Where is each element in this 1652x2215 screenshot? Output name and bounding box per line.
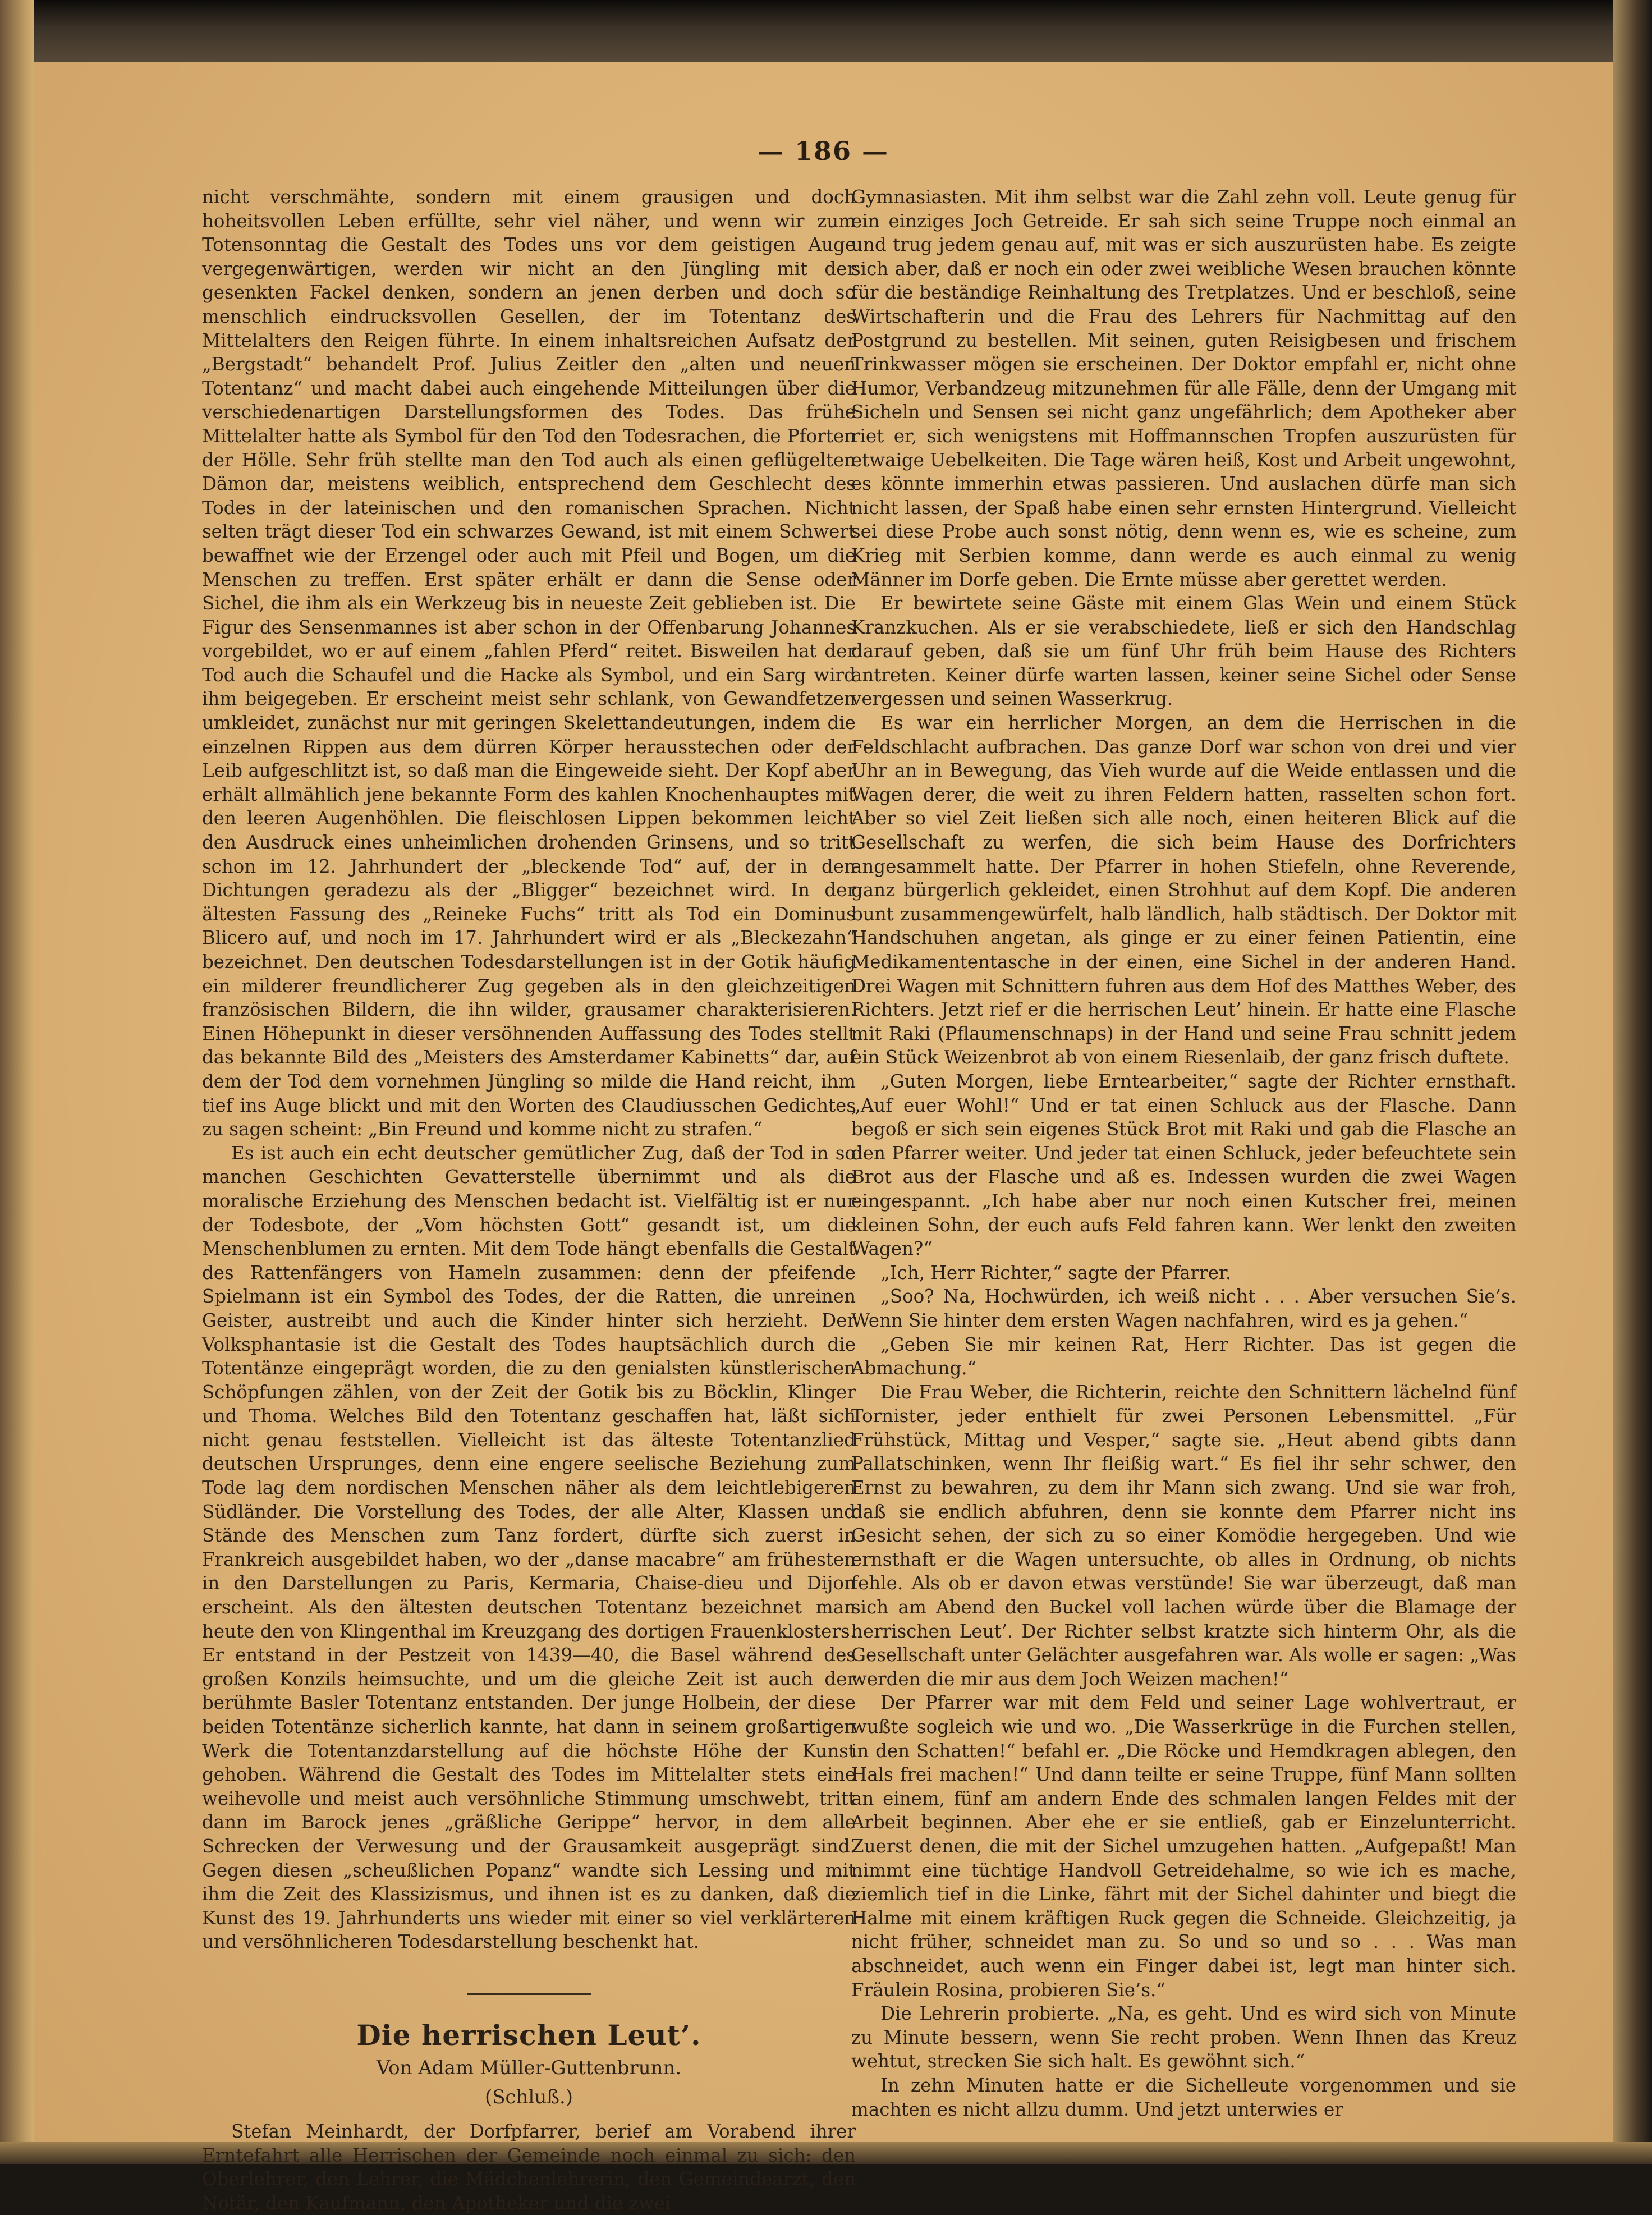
story-paragraph: Die Frau Weber, die Richterin, reichte den Schnittern lächelnd fünf Tornister, jeder enthielt für zwei Personen Lebensmittel. „Für Frühstück, Mittag und Vesper,“ sagte sie. „Heut abend gibts dann Pallatschinken, wenn Ihr fleißig wart.“ Es fiel ihr sehr schwer, den Ernst zu bewahren, zu dem ihr Mann sich zwang. Und sie war froh, daß sie endlich abfuhren, denn sie konnte dem Pfarrer nicht ins Gesicht sehen, der sich zu so einer Komödie hergegeben. Und wie ernsthaft er die Wagen untersuchte, ob alles in Ordnung, ob nichts fehle. Als ob er davon etwas verstünde! Sie war überzeugt, daß man sich am Abend den Buckel voll lachen würde über die Blamage der herrischen Leut’. Der Richter selbst kratzte sich hinterm Ohr, als die Gesellschaft unter Gelächter ausgefahren war. Als wolle er sagen: „Was werden die mir aus dem Joch Weizen machen!“ bbox=[851, 1381, 1516, 1690]
story-paragraph: In zehn Minuten hatte er die Sichelleute vorgenommen und sie machten es nicht allzu dumm. Und jetzt unterwies er bbox=[851, 2074, 1516, 2120]
story-paragraph: „Soo? Na, Hochwürden, ich weiß nicht . . . Aber versuchen Sie’s. Wenn Sie hinter dem ersten Wagen nachfahren, wird es ja gehen.“ bbox=[851, 1286, 1516, 1331]
story-paragraph: Gymnasiasten. Mit ihm selbst war die Zahl zehn voll. Leute genug für ein einziges Joch Getreide. Er sah sich seine Truppe noch einmal an und trug jedem genau auf, mit was er sich auszurüsten habe. Es zeigte sich aber, daß er noch ein oder zwei weibliche Wesen brauchen könnte für die beständige Reinhaltung des Tretplatzes. Und er beschloß, seine Wirtschafterin und die Frau des Lehrers für Nachmittag auf den Postgrund zu bestellen. Mit seinen, guten Reisigbesen und frischem Trinkwasser mögen sie erscheinen. Der Doktor empfahl er, nicht ohne Humor, Verbandzeug mitzunehmen für alle Fälle, denn der Umgang mit Sicheln und Sensen sei nicht ganz ungefährlich; dem Apotheker aber riet er, sich wenigstens mit Hoffmannschen Tropfen auszurüsten für etwaige Uebelkeiten. Die Tage wären heiß, Kost und Arbeit ungewohnt, es könnte immerhin etwas passieren. Und auslachen dürfe man sich nicht lassen, der Spaß habe einen sehr ernsten Hintergrund. Vielleicht sei diese Probe auch sonst nötig, denn wenn es, wie es scheine, zum Krieg mit Serbien komme, dann werde es auch einmal zu wenig Männer im Dorfe geben. Die Ernte müsse aber gerettet werden. bbox=[851, 186, 1516, 590]
section-divider bbox=[467, 1993, 591, 1995]
story-paragraph: Die Lehrerin probierte. „Na, es geht. Und es wird sich von Minute zu Minute bessern, wenn Sie recht proben. Wenn Ihnen das Kreuz wehtut, strecken Sie sich halt. Es gewöhnt sich.“ bbox=[851, 2003, 1516, 2072]
book-spine-top bbox=[0, 0, 1652, 67]
left-column bbox=[202, 185, 856, 2215]
story-paragraph: „Geben Sie mir keinen Rat, Herr Richter. Das ist gegen die Abmachung.“ bbox=[851, 1333, 1516, 1379]
story-paragraph: Er bewirtete seine Gäste mit einem Glas Wein und einem Stück Kranzkuchen. Als er sie verabschiedete, ließ er sich den Handschlag darauf geben, daß sie um fünf Uhr früh beim Hause des Richters antreten. Keiner dürfe warten lassen, keiner seine Sichel oder Sense vergessen und seinen Wasserkrug. bbox=[851, 593, 1516, 710]
story-paragraph: Stefan Meinhardt, der Dorfpfarrer, berief am Vorabend ihrer Erntefahrt alle Herrischen der Gemeinde noch einmal zu sich: den Oberlehrer, den Lehrer, die Mädchenlehrerin, den Gemeindearzt, den Notär, den Kaufmann, den Apotheker und die zwei bbox=[202, 2120, 856, 2214]
article-paragraph: nicht verschmähte, sondern mit einem grausigen und doch hoheitsvollen Leben erfüllte, sehr viel näher, und wenn wir zum Totensonntag die Gestalt des Todes uns vor dem geistigen Auge vergegenwärtigen, werden wir nicht an den Jüngling mit der gesenkten Fackel denken, sondern an jenen derben und doch so menschlich eindrucksvollen Gesellen, der im Totentanz des Mittelalters den Reigen führte. In einem inhaltsreichen Aufsatz der „Bergstadt“ behandelt Prof. Julius Zeitler den „alten und neuen Totentanz“ und macht dabei auch eingehende Mitteilungen über die verschiedenartigen Darstellungsformen des Todes. Das frühe Mittelalter hatte als Symbol für den Tod den Todesrachen, die Pforten der Hölle. Sehr früh stellte man den Tod auch als einen geflügelten Dämon dar, meistens weiblich, entsprechend dem Geschlecht des Todes in der lateinischen und den romanischen Sprachen. Nicht selten trägt dieser Tod ein schwarzes Gewand, ist mit einem Schwert bewaffnet wie der Erzengel oder auch mit Pfeil und Bogen, um die Menschen zu treffen. Erst später erhält er dann die Sense oder Sichel, die ihm als ein Werkzeug bis in neueste Zeit geblieben ist. Die Figur des Sensenmannes ist aber schon in der Offenbarung Johannes vorgebildet, wo er auf einem „fahlen Pferd“ reitet. Bisweilen hat der Tod auch die Schaufel und die Hacke als Symbol, und ein Sarg wird ihm beigegeben. Er erscheint meist sehr schlank, von Gewandfetzen umkleidet, zunächst nur mit geringen Skelettandeutungen, indem die einzelnen Rippen aus dem dürren Körper herausstechen oder der Leib aufgeschlitzt ist, so daß man die Eingeweide sieht. Der Kopf aber erhält allmählich jene bekannte Form des kahlen Knochenhauptes mit den leeren Augenhöhlen. Die fleischlosen Lippen bekommen leicht den Ausdruck eines unheimlichen drohenden Grinsens, und so tritt schon im 12. Jahrhundert der „bleckende Tod“ auf, der in den Dichtungen geradezu als der „Bligger“ bezeichnet wird. In der ältesten Fassung des „Reineke Fuchs“ tritt als Tod ein Dominus Blicero auf, und noch im 17. Jahrhundert wird er als „Bleckezahn“ bezeichnet. Den deutschen Todesdarstellungen ist in der Gotik häufig ein milderer freundlicherer Zug gegeben als in den gleichzeitigen französischen Bildern, die ihn wilder, grausamer charakterisieren. Einen Höhepunkt in dieser versöhnenden Auffassung des Todes stellt das bekannte Bild des „Meisters des Amsterdamer Kabinetts“ dar, auf dem der Tod dem vornehmen Jüngling so milde die Hand reicht, ihm tief ins Auge blickt und mit den Worten des Claudiusschen Gedichtes zu sagen scheint: „Bin Freund und komme nicht zu strafen.“ bbox=[202, 186, 856, 1140]
newspaper-page bbox=[34, 62, 1613, 2214]
story-title: Die herrischen Leut’. bbox=[356, 2018, 701, 2052]
story-paragraph: „Guten Morgen, liebe Erntearbeiter,“ sagte der Richter ernsthaft. „Auf euer Wohl!“ Und er tat einen Schluck aus der Flasche. Dann begoß er sich sein eigenes Stück Brot mit Raki und gab die Flasche an den Pfarrer weiter. Und jeder tat einen Schluck, jeder befeuchtete sein Brot aus der Flasche und aß es. Indessen wurden die zwei Wagen eingespannt. „Ich habe aber nur noch einen Kutscher frei, meinen kleinen Sohn, der euch aufs Feld fahren kann. Wer lenkt den zweiten Wagen?“ bbox=[851, 1070, 1516, 1260]
article-paragraph: Es ist auch ein echt deutscher gemütlicher Zug, daß der Tod in so manchen Geschichten Gevatterstelle übernimmt und als die moralische Erziehung des Menschen bedacht ist. Vielfältig ist er nur der Todesbote, der „Vom höchsten Gott“ gesandt ist, um die Menschenblumen zu ernten. Mit dem Tode hängt ebenfalls die Gestalt des Rattenfängers von Hameln zusammen: denn der pfeifende Spielmann ist ein Symbol des Todes, der die Ratten, die unreinen Geister, austreibt und auch die Kinder hinter sich herzieht. Der Volksphantasie ist die Gestalt des Todes hauptsächlich durch die Totentänze eingeprägt worden, die zu den genialsten künstlerischen Schöpfungen zählen, von der Zeit der Gotik bis zu Böcklin, Klinger und Thoma. Welches Bild den Totentanz geschaffen hat, läßt sich nicht genau feststellen. Vielleicht ist das älteste Totentanzlied deutschen Ursprunges, denn eine engere seelische Beziehung zum Tode lag dem nordischen Menschen näher als dem leichtlebigeren Südländer. Die Vorstellung des Todes, der alle Alter, Klassen und Stände des Menschen zum Tanz fordert, dürfte sich zuerst in Frankreich ausgebildet haben, wo der „danse macabre“ am frühesten in den Darstellungen zu Paris, Kermaria, Chaise-dieu und Dijon erscheint. Als den ältesten deutschen Totentanz bezeichnet man heute den von Klingenthal im Kreuzgang des dortigen Frauenklosters. Er entstand in der Pestzeit von 1439—40, die Basel während des großen Konzils heimsuchte, und um die gleiche Zeit ist auch der berühmte Basler Totentanz entstanden. Der junge Holbein, der diese beiden Totentänze sicherlich kannte, hat dann in seinem großartigen Werk die Totentanzdarstellung auf die höchste Höhe der Kunst gehoben. Während die Gestalt des Todes im Mittelalter stets eine weihevolle und meist auch versöhnliche Stimmung umschwebt, tritt dann im Barock jenes „gräßliche Gerippe“ hervor, in dem alle Schrecken der Verwesung und der Grausamkeit ausgeprägt sind. Gegen diesen „scheußlichen Popanz“ wandte sich Lessing und mit ihm die Zeit des Klassizismus, und ihnen ist es zu danken, daß die Kunst des 19. Jahrhunderts uns wieder mit einer so viel verklärteren und versöhnlicheren Todesdarstellung beschenkt hat. bbox=[202, 1142, 856, 1953]
book-binding-right bbox=[1613, 0, 1652, 2164]
story-conclusion-note: (Schluß.) bbox=[484, 2085, 573, 2108]
story-paragraph: „Ich, Herr Richter,“ sagte der Pfarrer. bbox=[880, 1262, 1232, 1283]
story-paragraph: Es war ein herrlicher Morgen, an dem die Herrischen in die Feldschlacht aufbrachen. Das ganze Dorf war schon von drei und vier Uhr an in Bewegung, das Vieh wurde auf die Weide entlassen und die Wagen derer, die weit zu ihren Feldern hatten, rasselten schon fort. Aber so viel Zeit ließen sich alle noch, einen heiteren Blick auf die Gesellschaft zu werfen, die sich beim Hause des Dorfrichters angesammelt hatte. Der Pfarrer in hohen Stiefeln, ohne Reverende, ganz bürgerlich gekleidet, einen Strohhut auf dem Kopf. Die anderen bunt zusammengewürfelt, halb ländlich, halb städtisch. Der Doktor mit Handschuhen angetan, als ginge er zu einer feinen Patientin, eine Medikamententasche in der einen, eine Sichel in der anderen Hand. Drei Wagen mit Schnittern fuhren aus dem Hof des Matthes Weber, des Richters. Jetzt rief er die herrischen Leut’ hinein. Er hatte eine Flasche mit Raki (Pflaumenschnaps) in der Hand und seine Frau schnitt jedem ein Stück Weizenbrot ab von einem Riesenlaib, der ganz frisch duftete. bbox=[851, 712, 1516, 1068]
book-page-edge-left bbox=[0, 0, 34, 2164]
story-author: Von Adam Müller-Guttenbrunn. bbox=[376, 2056, 682, 2079]
right-column bbox=[851, 185, 1516, 2121]
story-paragraph: Der Pfarrer war mit dem Feld und seiner Lage wohlvertraut, er wußte sogleich wie und wo. „Die Wasserkrüge in die Furchen stellen, in den Schatten!“ befahl er. „Die Röcke und Hemdkragen ablegen, den Hals frei machen!“ Und dann teilte er seine Truppe, fünf Mann sollten an einem, fünf am andern Ende des schmalen langen Feldes mit der Arbeit beginnen. Aber ehe er sie entließ, gab er Einzelunterricht. Zuerst denen, die mit der Sichel umzugehen hatten. „Aufgepaßt! Man nimmt eine tüchtige Handvoll Getreidehalme, so wie ich es mache, ziemlich tief in die Linke, fährt mit der Sichel dahinter und biegt die Halme mit einem kräftigen Ruck gegen die Schneide. Gleichzeitig, ja nicht früher, schneidet man zu. So und so und so . . . Was man abschneidet, auch wenn ein Finger dabei ist, legt man hinter sich. Fräulein Rosina, probieren Sie’s.“ bbox=[851, 1692, 1516, 2001]
page-number: — 186 — bbox=[757, 136, 889, 166]
